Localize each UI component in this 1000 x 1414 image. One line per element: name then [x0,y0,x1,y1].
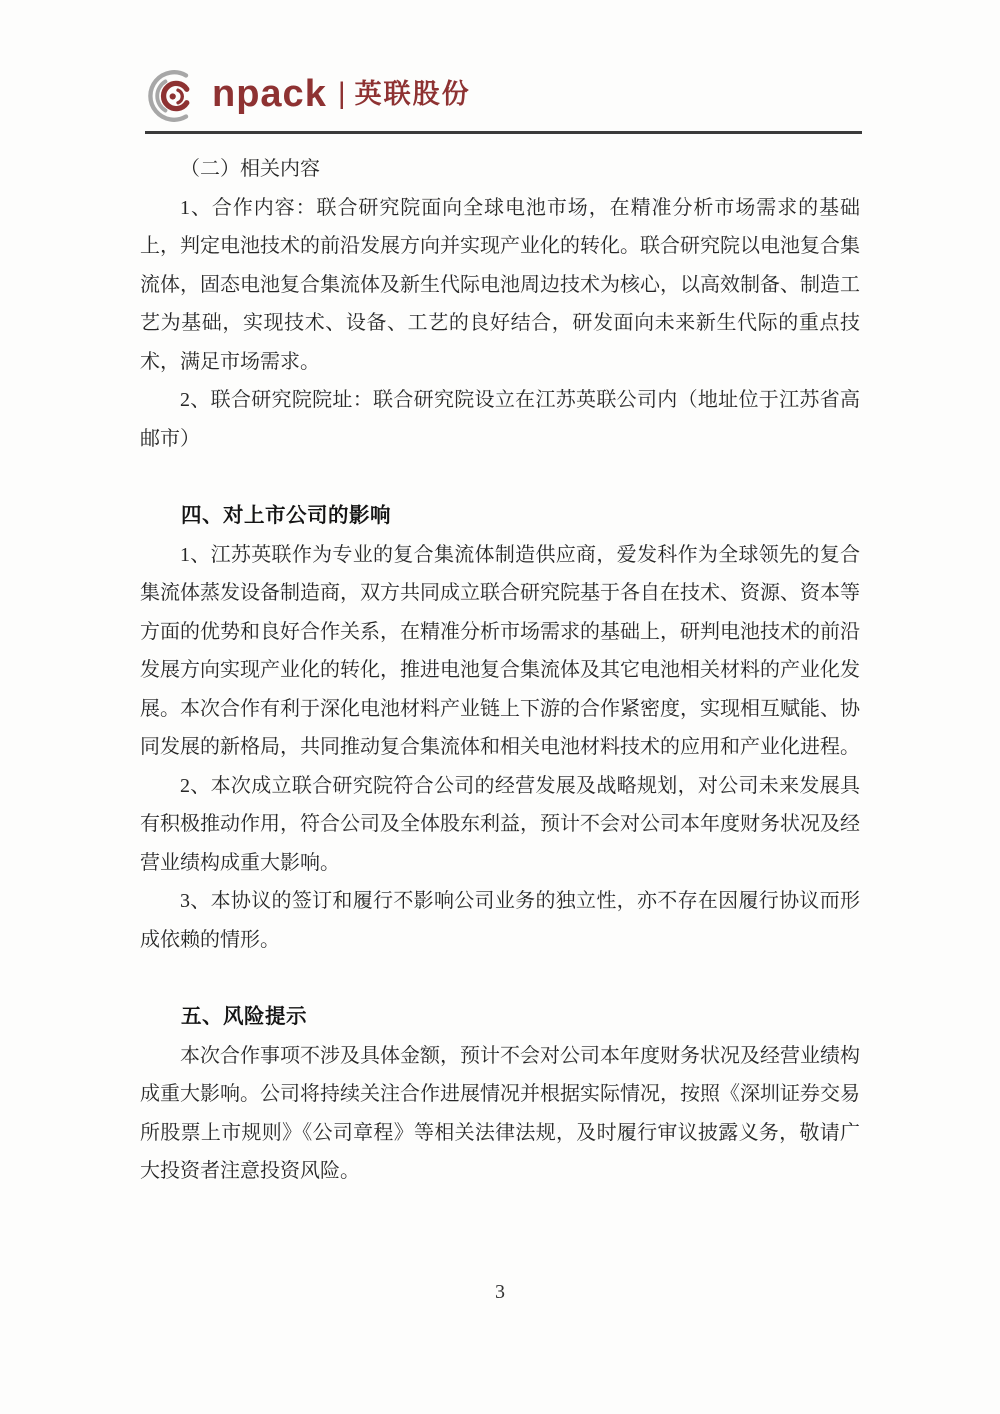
document-body [140,150,860,1191]
section-heading: 五、风险提示 [181,1005,307,1028]
section-heading: 四、对上市公司的影响 [181,504,391,527]
paragraph: 1、江苏英联作为专业的复合集流体制造供应商，爱发科作为全球领先的复合集流体蒸发设备制造商，双方共同成立联合研究院基于各自在技术、资源、资本等方面的优势和良好合作关系，在精准分析市场需求的基础上，研判电池技术的前沿发展方向实现产业化的转化，推进电池复合集流体及其它电池相关材料的产业化发展。本次合作有利于深化电池材料产业链上下游的合作紧密度，实现相互赋能、协同发展的新格局，共同推动复合集流体和相关电池材料技术的应用和产业化进程。 [140,543,860,758]
company-logo [148,64,471,128]
paragraph: 2、本次成立联合研究院符合公司的经营发展及战略规划，对公司未来发展具有积极推动作用，符合公司及全体股东利益，预计不会对公司本年度财务状况及经营业绩构成重大影响。 [140,774,860,874]
logo-separator: | [337,77,346,110]
enpack-logo-mark-icon [148,65,210,127]
paragraph: 2、联合研究院院址：联合研究院设立在江苏英联公司内（地址位于江苏省高邮市） [140,389,860,450]
subsection-heading: （二）相关内容 [180,158,320,180]
paragraph: 本次合作事项不涉及具体金额，预计不会对公司本年度财务状况及经营业绩构成重大影响。公司将持续关注合作进展情况并根据实际情况，按照《深圳证券交易所股票上市规则》《公司章程》等相关法律法规，及时履行审议披露义务，敬请广大投资者注意投资风险。 [140,1044,860,1182]
paragraph: 3、本协议的签订和履行不影响公司业务的独立性，亦不存在因履行协议而形成依赖的情形。 [140,890,860,951]
header-divider [145,131,862,134]
logo-wordmark: npack [212,73,327,115]
page-number: 3 [495,1281,505,1303]
logo-company-name: 英联股份 [354,78,471,109]
paragraph: 1、合作内容：联合研究院面向全球电池市场，在精准分析市场需求的基础上，判定电池技术的前沿发展方向并实现产业化的转化。联合研究院以电池复合集流体，固态电池复合集流体及新生代际电池周边技术为核心，以高效制备、制造工艺为基础，实现技术、设备、工艺的良好结合，研发面向未来新生代际的重点技术，满足市场需求。 [140,196,860,373]
